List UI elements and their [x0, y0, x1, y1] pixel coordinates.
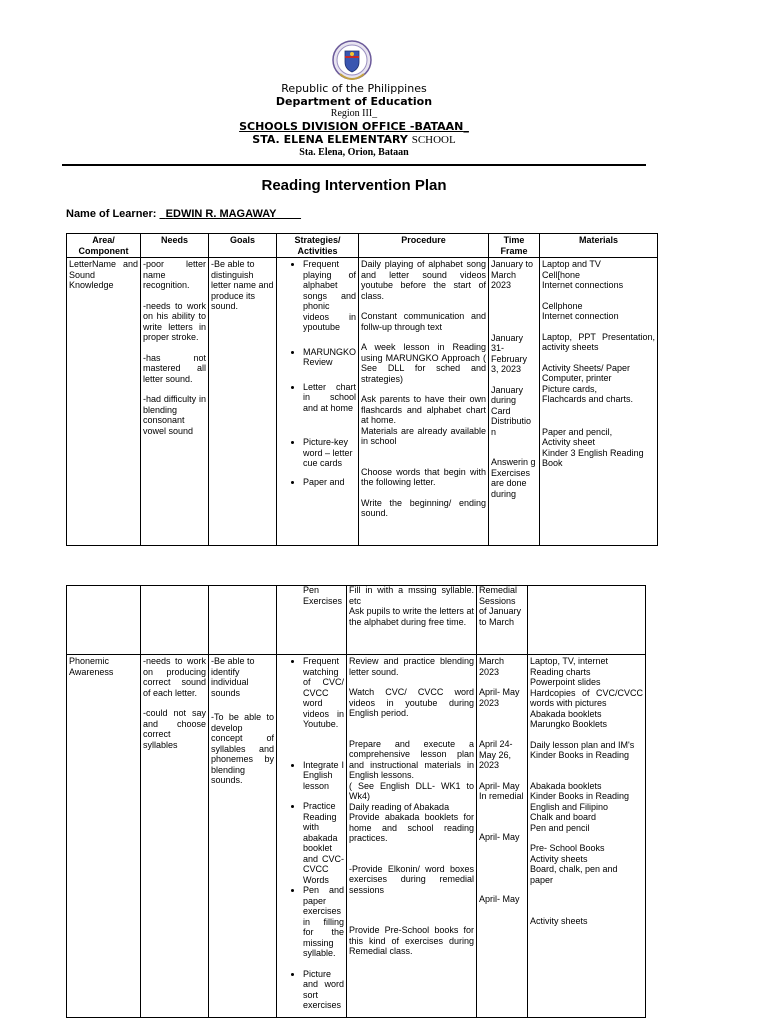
learner-line — [66, 208, 301, 220]
time-frame-cell: Remedial Sessions of January to March — [477, 586, 528, 655]
learner-name: _EDWIN R. MAGAWAY____ — [159, 208, 301, 220]
materials-cell: Laptop, TV, internet Reading charts Powerpoint slides Hardcopies of CVC/CVCC words with pictures Abakada booklets Marungko Booklets Daily lesson plan and IM's Kinder Books in Reading Abakada booklets Kinder Books in Reading English and Filipino Chalk and board Pen and pencil Pre- School Books Activity sheets Board, chalk, pen and paper Activity sheets — [528, 655, 646, 1018]
school-line — [0, 133, 708, 146]
strategy-item: • Letter chart in school and at home — [303, 382, 356, 414]
strategy-item: • Frequent watching of CVC/ CVCC word videos in Youtube. — [303, 656, 344, 730]
deped-seal-icon — [332, 40, 372, 84]
department-line: Department of Education — [275, 95, 433, 108]
strategy-item: • Practice Reading with abakada booklet and CVC-CVCC Words — [303, 801, 344, 885]
school-name-regular: SCHOOL — [411, 134, 456, 146]
intervention-table-2 — [66, 585, 646, 1018]
strategy-item: • MARUNGKO Review — [303, 347, 356, 368]
strategies-cell — [277, 655, 347, 1018]
header-needs: Needs — [141, 234, 209, 258]
strategy-item: • Integrate I English lesson — [303, 760, 344, 792]
header-goals: Goals — [209, 234, 277, 258]
header-procedure: Procedure — [359, 234, 489, 258]
division-line: SCHOOLS DIVISION OFFICE -BATAAN_ — [239, 120, 469, 133]
strategies-cell — [277, 258, 359, 546]
header-time-frame: Time Frame — [489, 234, 540, 258]
republic-line: Republic of the Philippines — [281, 82, 427, 95]
division-name: SCHOOLS DIVISION OFFICE -BATAAN — [239, 120, 464, 133]
address-line: Sta. Elena, Orion, Bataan — [299, 147, 409, 158]
header-divider — [62, 164, 646, 166]
strategy-item: • Frequent playing of alphabet songs and phonic videos in ypoutube — [303, 259, 356, 333]
area-cell: LetterName and Sound Knowledge — [67, 258, 141, 546]
table-row — [67, 586, 646, 655]
intervention-table-1 — [66, 233, 658, 546]
needs-cell: -poor letter name recognition. -needs to work on his ability to write letters in proper stroke. -has not mastered all letter sound. -had difficulty in blending consonant vowel sound — [141, 258, 209, 546]
goals-cell: -Be able to distinguish letter name and produce its sound. — [209, 258, 277, 546]
goals-cell — [209, 586, 277, 655]
strategy-item: • Pen and paper exercises in filling for the missing syllable. — [303, 885, 344, 959]
learner-label: Name of Learner: — [66, 208, 157, 220]
header-area: Area/ Component — [67, 234, 141, 258]
time-frame-cell: March 2023 April- May 2023 April 24- May 26, 2023 April- May In remedial April- May April- May — [477, 655, 528, 1018]
table-row — [67, 655, 646, 1018]
materials-cell: Laptop and TV Cell[hone Internet connections Cellphone Internet connection Laptop, PPT Presentation, activity sheets Activity Sheets/ Paper Computer, printer Picture cards, Flachcards and charts. Paper and pencil, Activity sheet Kinder 3 English Reading Book — [540, 258, 658, 546]
goals-cell: -Be able to identify individual sounds -To be able to develop concept of syllables and phonemes by blending sounds. — [209, 655, 277, 1018]
strategy-item: • Picture-key word – letter cue cards — [303, 437, 356, 469]
needs-cell — [141, 586, 209, 655]
procedure-cell: Review and practice blending letter sound. Watch CVC/ CVCC word videos in youtube during English period. Prepare and execute a comprehensive lesson plan and instructional materials in English lessons. ( See English DLL- WK1 to Wk4) Daily reading of Abakada Provide abakada booklets for home and school reading practices. -Provide Elkonin/ word boxes exercises during remedial sessions Provide Pre-School books for this kind of exercises during Remedial class. — [347, 655, 477, 1018]
strategy-item: • Picture and word sort exercises — [303, 969, 344, 1011]
procedure-cell: Fill in with a mssing syllable. etc Ask pupils to write the letters at the alphabet during free time. — [347, 586, 477, 655]
region-line: Region III_ — [330, 108, 378, 119]
header-strategies: Strategies/ Activities — [277, 234, 359, 258]
materials-cell — [528, 586, 646, 655]
document-title: Reading Intervention Plan — [261, 177, 447, 194]
area-cell: Phonemic Awareness — [67, 655, 141, 1018]
area-cell — [67, 586, 141, 655]
time-frame-cell: January to March 2023 January 31- February 3, 2023 January during Card Distributio n Answerin g Exercises are done during — [489, 258, 540, 546]
strategy-item: • Paper and — [303, 477, 356, 488]
needs-cell: -needs to work on producing correct sound of each letter. -could not say and choose correct syllables — [141, 655, 209, 1018]
procedure-cell: Daily playing of alphabet song and letter sound videos youtube before the start of class. Constant communication and follw-up through text A week lesson in Reading using MARUNGKO Approach ( See DLL for sched and strategies) Ask parents to have their own flashcards and alphabet chart at home. Materials are already available in school Choose words that begin with the following letter. Write the beginning/ ending sound. — [359, 258, 489, 546]
school-name-bold: STA. ELENA ELEMENTARY — [252, 133, 408, 146]
header-materials: Materials — [540, 234, 658, 258]
table-row — [67, 258, 658, 546]
strategies-cell: Pen Exercises — [277, 586, 347, 655]
table-header-row — [67, 234, 658, 258]
